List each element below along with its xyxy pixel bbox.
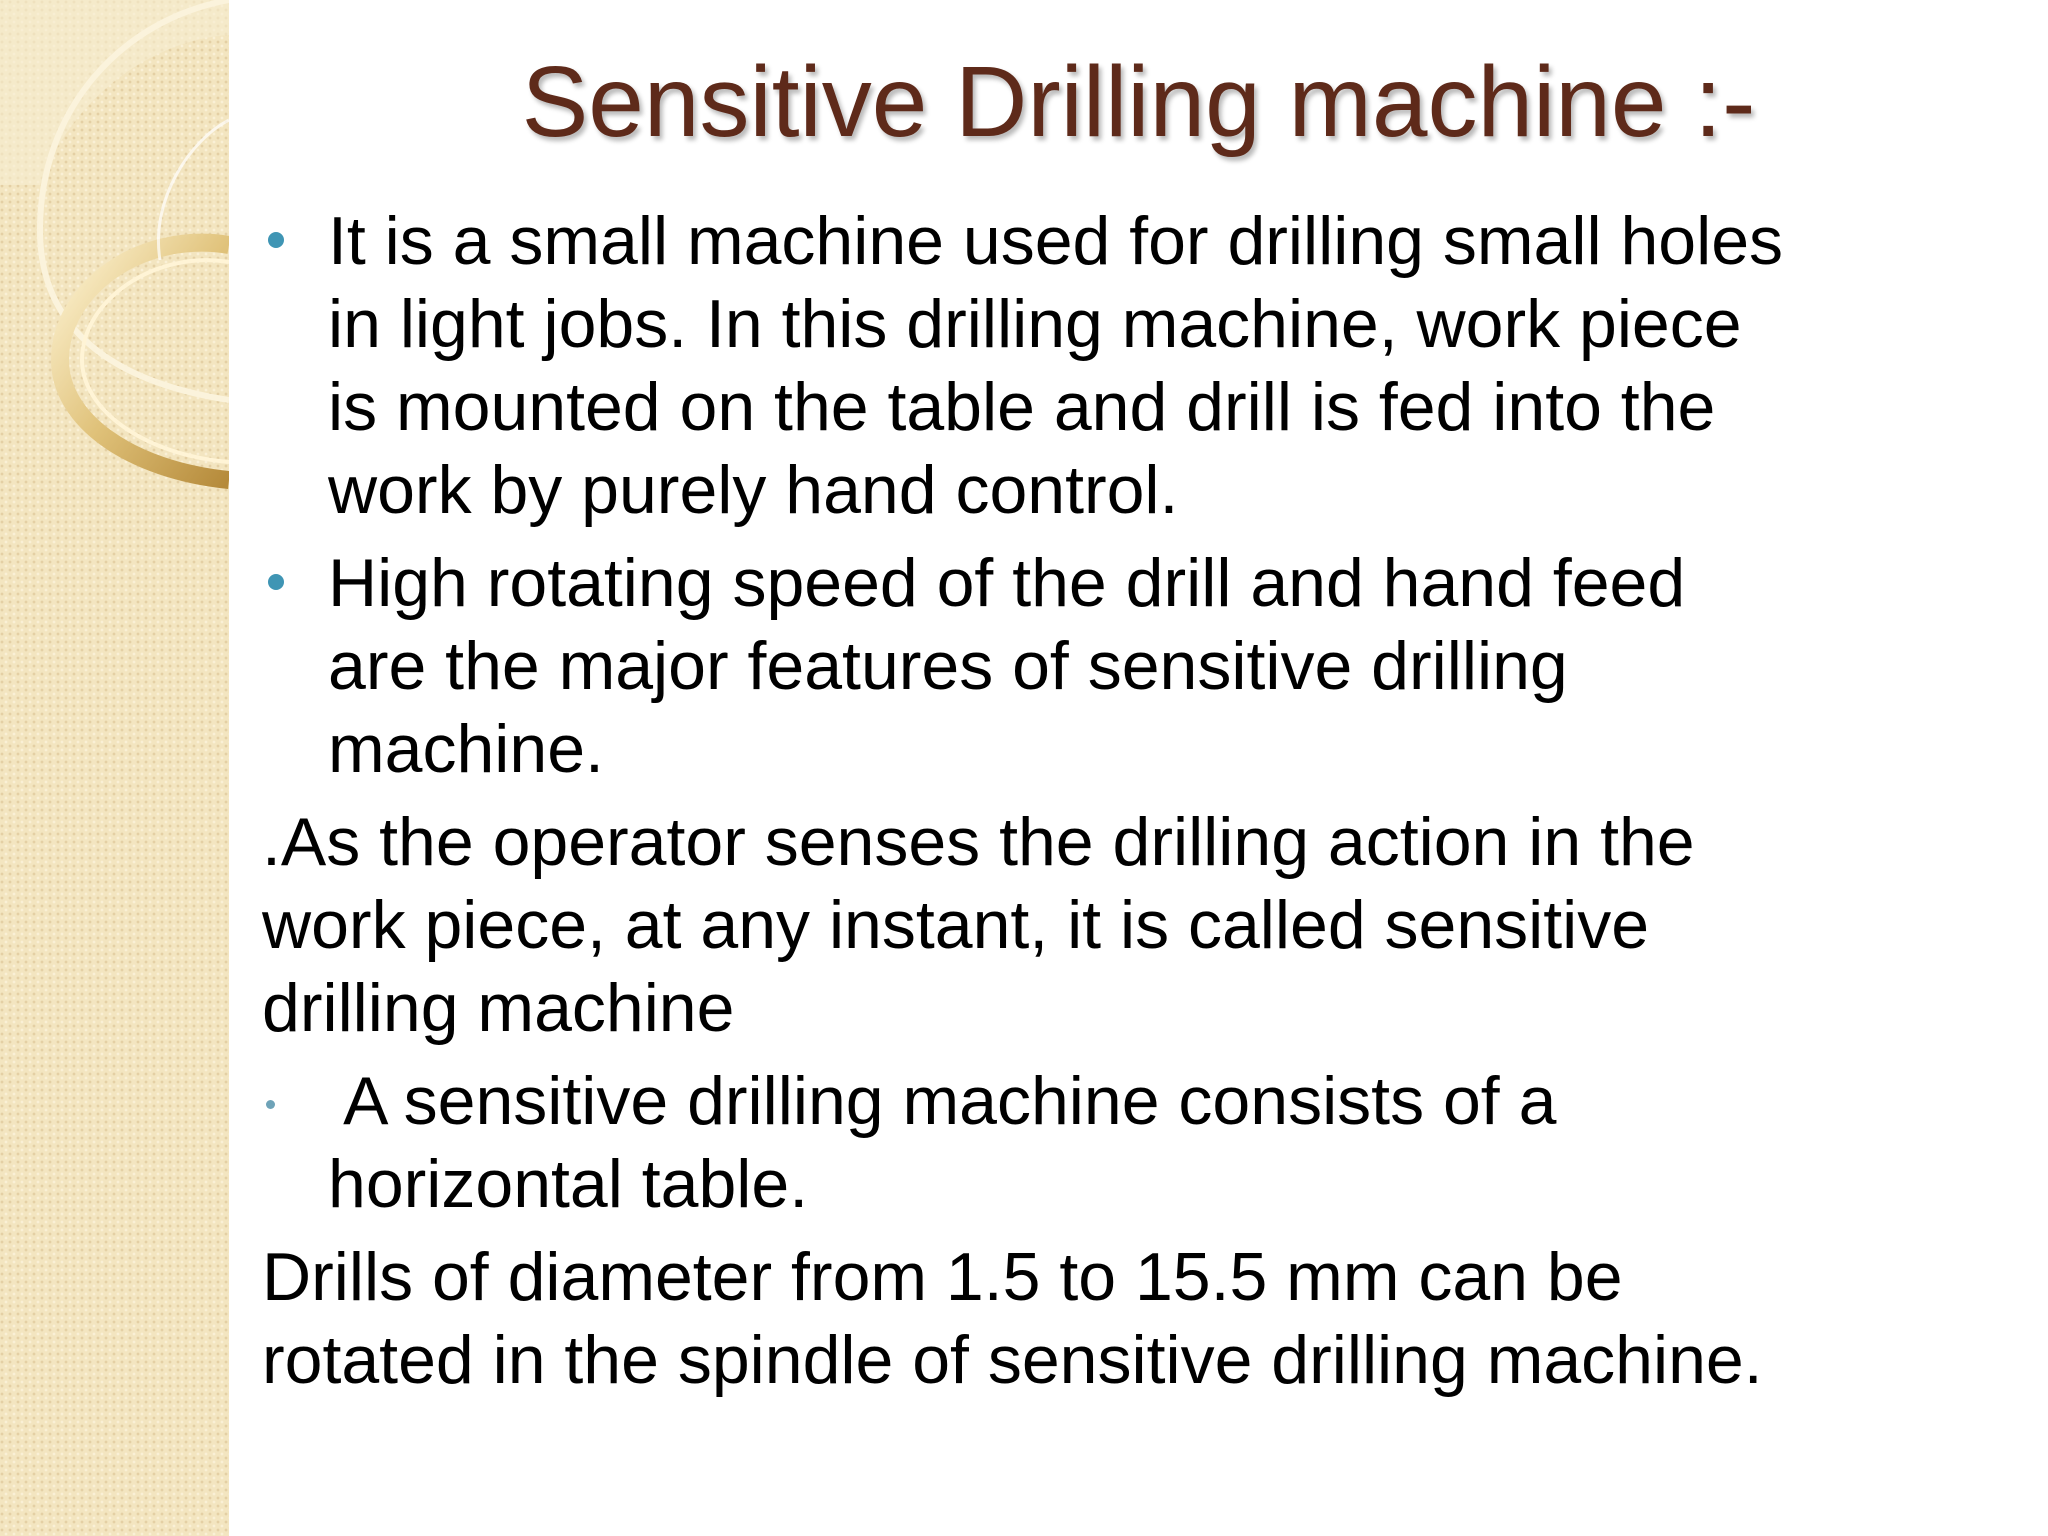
text-line: rotated in the spindle of sensitive drilling machine. [262,1322,1763,1398]
bullet-item-3 [262,1060,2022,1226]
decorative-rings [0,0,229,520]
text-line: A sensitive drilling machine consists of a [328,1063,1557,1139]
bullet-item-2 [262,542,2022,791]
text-line: It is a small machine used for drilling small holes [328,203,1784,279]
paragraph-operator-senses [262,801,2022,1050]
text-line: High rotating speed of the drill and hand feed [328,545,1686,621]
text-line: .As the operator senses the drilling action in the [262,804,1695,880]
decorative-side-panel [0,0,229,1536]
text-line: work by purely hand control. [328,452,1179,528]
text-line: machine. [328,711,604,787]
bullet-dot-icon [268,574,284,590]
text-line: Drills of diameter from 1.5 to 15.5 mm can be [262,1239,1623,1315]
bullet-item-1 [262,200,2022,532]
text-line: work piece, at any instant, it is called sensitive [262,887,1650,963]
paragraph-drill-diameter [262,1236,2022,1402]
bullet-dot-icon [266,1100,275,1109]
bullet-dot-icon [268,232,284,248]
text-line: in light jobs. In this drilling machine, work piece [328,286,1742,362]
text-line: horizontal table. [328,1146,809,1222]
text-line: is mounted on the table and drill is fed into the [328,369,1716,445]
text-line: are the major features of sensitive drilling [328,628,1568,704]
text-line: drilling machine [262,970,735,1046]
slide-body [262,200,2022,1402]
slide-title: Sensitive Drilling machine :- [521,46,1756,158]
